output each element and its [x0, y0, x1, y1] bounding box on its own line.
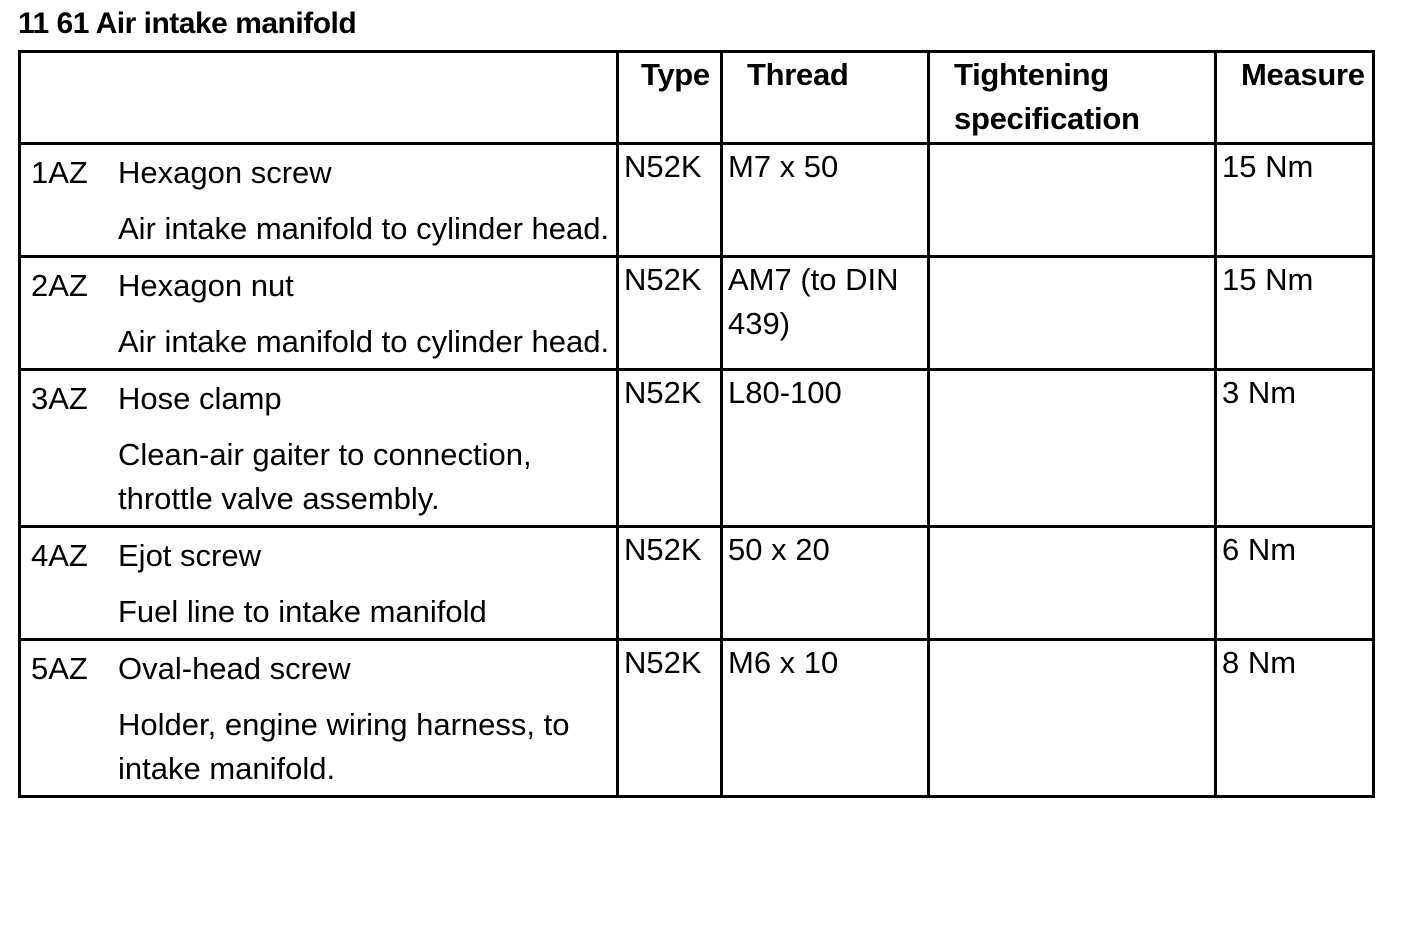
table-row	[20, 257, 1374, 370]
table-row	[20, 370, 1374, 527]
part-usage: Clean-air gaiter to connection, throttle valve assembly.	[118, 437, 532, 516]
part-name: Hose clamp	[118, 381, 282, 416]
part-name: Hexagon screw	[118, 155, 332, 190]
header-type: Type	[618, 52, 722, 144]
part-usage: Holder, engine wiring harness, to intake manifold.	[118, 707, 570, 786]
header-measure: Measure	[1216, 52, 1374, 144]
position-number: 3AZ	[31, 381, 88, 416]
description-cell	[20, 527, 618, 640]
thread-cell: AM7 (to DIN 439)	[722, 257, 929, 370]
header-thread: Thread	[722, 52, 929, 144]
thread-cell: L80-100	[722, 370, 929, 527]
tightening-cell	[929, 257, 1216, 370]
tightening-cell	[929, 144, 1216, 257]
position-number: 5AZ	[31, 651, 88, 686]
page-title: 11 61 Air intake manifold	[18, 7, 357, 40]
header-tightening: Tightening specification	[929, 52, 1216, 144]
type-cell: N52K	[618, 144, 722, 257]
tightening-cell	[929, 370, 1216, 527]
tightening-cell	[929, 640, 1216, 797]
position-number: 4AZ	[31, 538, 88, 573]
description-cell	[20, 370, 618, 527]
part-usage: Fuel line to intake manifold	[118, 594, 487, 629]
spec-table	[18, 50, 1375, 798]
part-name: Hexagon nut	[118, 268, 294, 303]
thread-cell: 50 x 20	[722, 527, 929, 640]
part-usage: Air intake manifold to cylinder head.	[118, 211, 610, 246]
part-name: Oval-head screw	[118, 651, 351, 686]
part-name: Ejot screw	[118, 538, 261, 573]
measure-cell: 15 Nm	[1216, 257, 1374, 370]
type-cell: N52K	[618, 370, 722, 527]
table-body	[20, 144, 1374, 797]
table-row	[20, 527, 1374, 640]
measure-cell: 6 Nm	[1216, 527, 1374, 640]
type-cell: N52K	[618, 257, 722, 370]
description-cell	[20, 257, 618, 370]
measure-cell: 8 Nm	[1216, 640, 1374, 797]
thread-cell: M7 x 50	[722, 144, 929, 257]
measure-cell: 15 Nm	[1216, 144, 1374, 257]
table-row	[20, 640, 1374, 797]
table-header-row	[20, 52, 1374, 144]
position-number: 2AZ	[31, 268, 88, 303]
measure-cell: 3 Nm	[1216, 370, 1374, 527]
description-cell	[20, 640, 618, 797]
header-description	[20, 52, 618, 144]
type-cell: N52K	[618, 527, 722, 640]
tightening-cell	[929, 527, 1216, 640]
type-cell: N52K	[618, 640, 722, 797]
position-number: 1AZ	[31, 155, 88, 190]
part-usage: Air intake manifold to cylinder head.	[118, 324, 610, 359]
table-row	[20, 144, 1374, 257]
description-cell	[20, 144, 618, 257]
thread-cell: M6 x 10	[722, 640, 929, 797]
